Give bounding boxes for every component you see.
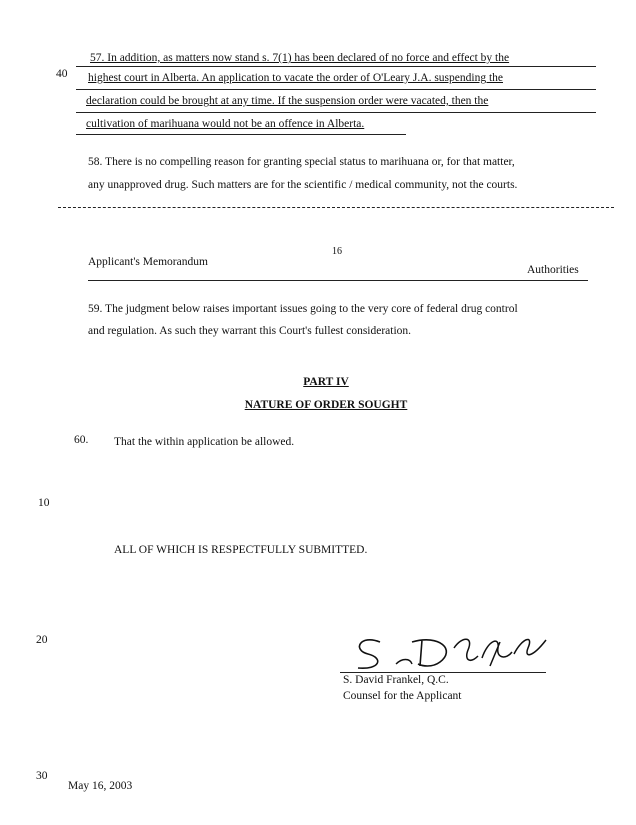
signature-line bbox=[340, 672, 546, 673]
document-date: May 16, 2003 bbox=[68, 780, 133, 792]
page-number: 16 bbox=[332, 246, 342, 257]
underline-rule bbox=[76, 134, 406, 135]
para57-line2: highest court in Alberta. An application to vacate the order of O'Leary J.A. suspending the bbox=[88, 72, 503, 84]
page-break-divider bbox=[58, 207, 614, 208]
closing-statement: ALL OF WHICH IS RESPECTFULLY SUBMITTED. bbox=[114, 544, 368, 556]
para58-line1: 58. There is no compelling reason for granting special status to marihuana or, for that matter, bbox=[88, 156, 515, 168]
para60-text: That the within application be allowed. bbox=[114, 436, 295, 448]
para59-line2: and regulation. As such they warrant this Court's fullest consideration. bbox=[88, 325, 412, 337]
para57-line4: cultivation of marihuana would not be an offence in Alberta. bbox=[86, 118, 365, 130]
para60-number: 60. bbox=[74, 434, 89, 446]
margin-number-30: 30 bbox=[36, 770, 48, 782]
para59-line1: 59. The judgment below raises important issues going to the very core of federal drug control bbox=[88, 303, 518, 315]
para57-line1: 57. In addition, as matters now stand s. 7(1) has been declared of no force and effect by the bbox=[90, 52, 510, 64]
header-left: Applicant's Memorandum bbox=[88, 256, 208, 268]
part-title: PART IV bbox=[303, 376, 349, 388]
para58-line2: any unapproved drug. Such matters are for the scientific / medical community, not the courts. bbox=[88, 179, 518, 191]
signatory-title: Counsel for the Applicant bbox=[343, 690, 462, 702]
margin-number-10: 10 bbox=[38, 497, 50, 509]
part-subtitle: NATURE OF ORDER SOUGHT bbox=[244, 399, 408, 411]
para57-line3: declaration could be brought at any time. If the suspension order were vacated, then the bbox=[86, 95, 489, 107]
signature bbox=[350, 628, 560, 674]
margin-number-40: 40 bbox=[56, 68, 68, 80]
header-rule bbox=[88, 280, 588, 281]
underline-rule bbox=[76, 89, 596, 90]
underline-rule bbox=[76, 112, 596, 113]
underline-rule bbox=[76, 66, 596, 67]
signatory-name: S. David Frankel, Q.C. bbox=[343, 674, 449, 686]
margin-number-20: 20 bbox=[36, 634, 48, 646]
header-right: Authorities bbox=[527, 264, 579, 276]
